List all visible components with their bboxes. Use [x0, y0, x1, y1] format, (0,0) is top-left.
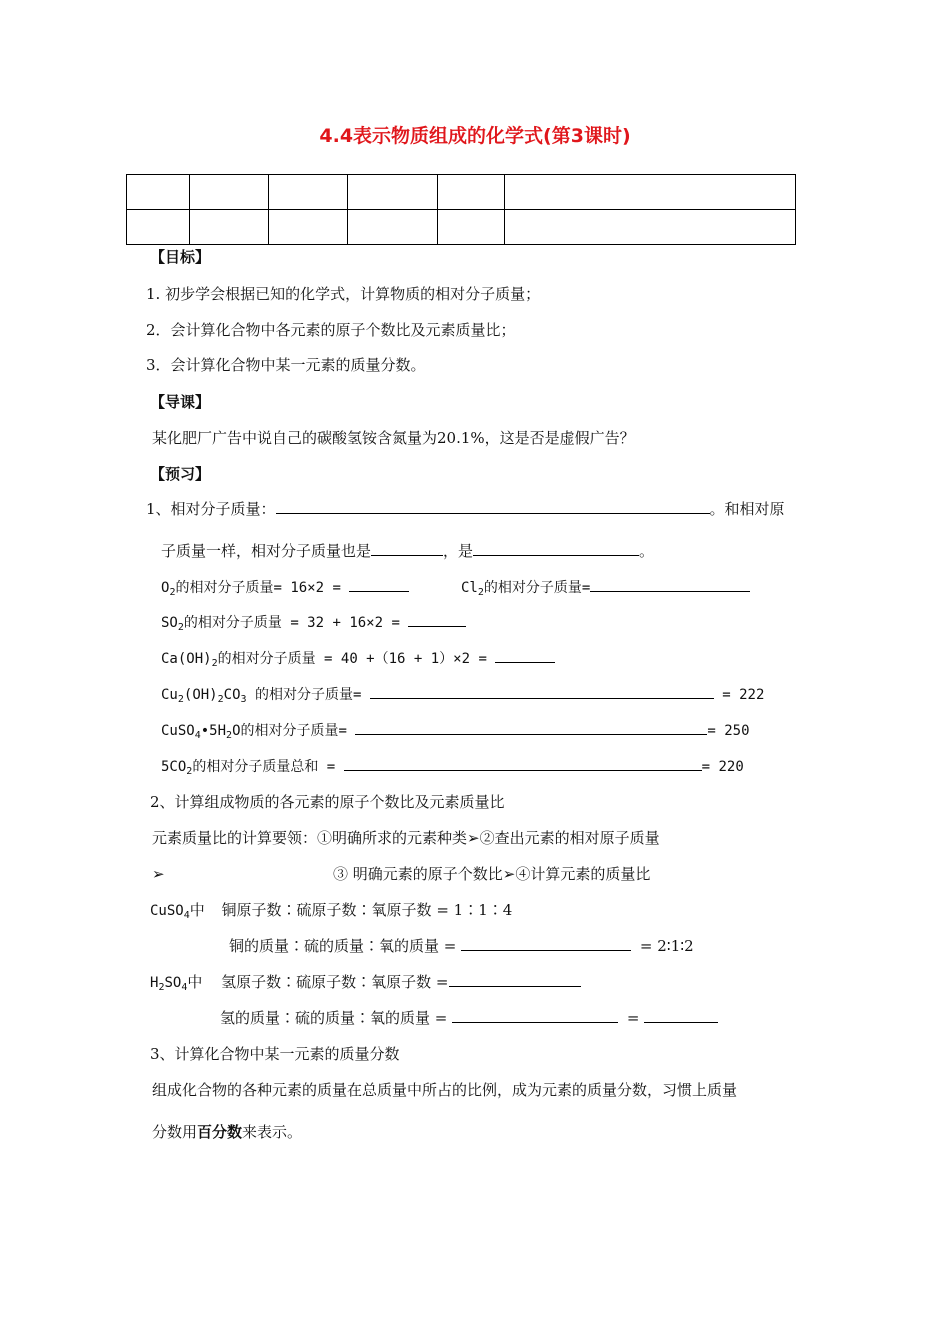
cl2-line: [461, 577, 750, 598]
h2so4-label-suffix: 中: [187, 973, 203, 991]
caoh-blank[interactable]: [495, 648, 555, 663]
h2so4-mass-blank-2[interactable]: [644, 1008, 718, 1023]
goals-heading: 【目标】: [150, 248, 211, 266]
table-cell: [505, 210, 796, 245]
cuso4-label-suffix: 中: [189, 901, 205, 919]
q1-line2: [161, 541, 654, 561]
q3-text-2a: 分数用: [152, 1123, 198, 1141]
q1-line: [146, 499, 785, 519]
h2so4-mass: 氢的质量∶硫的质量∶氧的质量 =: [220, 1009, 448, 1027]
table-cell: [505, 175, 796, 210]
q3-text-2: [152, 1122, 302, 1142]
goal-item-2: 2．会计算化合物中各元素的原子个数比及元素质量比；: [146, 321, 516, 339]
preview-heading: 【预习】: [150, 465, 211, 483]
q1-line2-text-c: 。: [639, 542, 655, 560]
table-cell: [438, 210, 505, 245]
cuso4-atoms: 铜原子数∶硫原子数∶氧原子数 = 1∶1∶4: [221, 901, 513, 919]
q3-text-bold: 百分数: [197, 1123, 243, 1141]
h2so4-label-b: SO: [164, 975, 182, 991]
table-cell: [127, 210, 190, 245]
cu2-sub-2: 2: [217, 694, 224, 705]
cu2-blank[interactable]: [370, 684, 714, 699]
q1-blank-3[interactable]: [473, 541, 639, 556]
cu2-formula-c: CO: [223, 687, 241, 703]
q1-line2-text-b: ，是: [443, 542, 474, 560]
cuso4-mass: 铜的质量∶硫的质量∶氧的质量 =: [229, 937, 457, 955]
cl2-text: 的相对分子质量=: [483, 580, 591, 596]
co2-result: = 220: [701, 759, 744, 775]
table-cell: [438, 175, 505, 210]
h2so4-label-sub-2: 4: [181, 982, 188, 993]
cuso4-atoms-line: [150, 900, 512, 921]
cuso4-formula-b: •5H: [200, 723, 227, 739]
o2-line: [161, 577, 409, 598]
intro-heading: 【导课】: [150, 393, 211, 411]
cl2-blank[interactable]: [590, 577, 750, 592]
h2so4-label-a: H: [150, 975, 159, 991]
so2-line: [161, 612, 466, 633]
co2-formula: 5CO: [161, 759, 187, 775]
so2-blank[interactable]: [408, 612, 466, 627]
cuso4-result: = 250: [707, 723, 750, 739]
q1-blank-2[interactable]: [371, 541, 443, 556]
so2-sub: 2: [177, 622, 184, 633]
cuso4-text: O的相对分子质量=: [232, 723, 347, 739]
caoh-line: [161, 648, 555, 669]
o2-sub: 2: [169, 587, 176, 598]
q3-label: 3、计算化合物中某一元素的质量分数: [150, 1045, 400, 1063]
page-title: 4.4表示物质组成的化学式(第3课时): [319, 125, 631, 147]
cu2-result: = 222: [722, 687, 765, 703]
so2-text: 的相对分子质量 = 32 + 16×2 =: [183, 615, 400, 631]
cu2-sub-3: 3: [240, 694, 247, 705]
cuso4-sub-2: 2: [226, 730, 233, 741]
cuso4-sub-1: 4: [194, 730, 201, 741]
table-cell: [269, 210, 348, 245]
table-cell: [348, 210, 438, 245]
table-cell: [348, 175, 438, 210]
goal-item-3: 3．会计算化合物中某一元素的质量分数。: [146, 356, 426, 374]
caoh-sub: 2: [211, 658, 218, 669]
table-cell: [127, 175, 190, 210]
cl2-sub: 2: [477, 587, 484, 598]
table-cell: [190, 210, 269, 245]
q3-text: 组成化合物的各种元素的质量在总质量中所占的比例，成为元素的质量分数，习惯上质量: [152, 1081, 738, 1099]
caoh-text: 的相对分子质量 = 40 +（16 + 1）×2 =: [217, 651, 487, 667]
table-cell: [190, 175, 269, 210]
intro-text: 某化肥厂广告中说自己的碳酸氢铵含氮量为20.1%，这是否是虚假广告？: [152, 429, 635, 447]
table-row: [127, 175, 796, 210]
h2so4-label-sub-1: 2: [158, 982, 165, 993]
cu2-line: [161, 684, 764, 705]
cu2-formula-b: (OH): [183, 687, 218, 703]
cuso4-formula-a: CuSO: [161, 723, 195, 739]
cuso4-mass-result: = 2∶1∶2: [639, 937, 694, 955]
q3-text-2b: 来表示。: [242, 1123, 303, 1141]
q1-line2-text-a: 子质量一样，相对分子质量也是: [161, 542, 372, 560]
q1-tail: 。和相对原: [709, 500, 785, 518]
co2-line: [161, 756, 744, 777]
co2-sub: 2: [186, 766, 193, 777]
q2-label: 2、计算组成物质的各元素的原子个数比及元素质量比: [150, 793, 505, 811]
o2-blank[interactable]: [349, 577, 409, 592]
goal-item-1: 1. 初步学会根据已知的化学式，计算物质的相对分子质量；: [146, 285, 541, 303]
h2so4-mass-line: [220, 1008, 718, 1028]
h2so4-atoms-line: [150, 972, 581, 993]
cu2-formula-a: Cu: [161, 687, 178, 703]
so2-formula: SO: [161, 615, 178, 631]
cuso4-label-sub: 4: [183, 910, 190, 921]
q2-method: 元素质量比的计算要领：①明确所求的元素种类➢②查出元素的相对原子质量: [152, 829, 660, 847]
table-row: [127, 210, 796, 245]
cuso4-mass-line: [229, 936, 694, 956]
cuso4-label: CuSO: [150, 903, 184, 919]
cl2-formula: Cl: [461, 580, 478, 596]
q1-label: 1、相对分子质量：: [146, 500, 276, 518]
caoh-formula: Ca(OH): [161, 651, 212, 667]
header-table: [126, 174, 796, 245]
table-cell: [269, 175, 348, 210]
h2so4-mass-eq: =: [626, 1009, 640, 1027]
cu2-text: 的相对分子质量=: [246, 687, 362, 703]
q1-blank[interactable]: [276, 499, 710, 514]
o2-formula: O: [161, 580, 170, 596]
h2so4-mass-blank-1[interactable]: [452, 1008, 618, 1023]
cu2-sub-1: 2: [177, 694, 184, 705]
o2-text: 的相对分子质量= 16×2 =: [175, 580, 341, 596]
q2-method-2: ③ 明确元素的原子个数比➢④计算元素的质量比: [333, 865, 651, 883]
h2so4-atoms-blank[interactable]: [449, 972, 581, 987]
cuso4-blank[interactable]: [355, 720, 707, 735]
co2-text: 的相对分子质量总和 =: [192, 759, 336, 775]
cuso4-line: [161, 720, 750, 741]
q2-method-arrow: ➢: [152, 865, 165, 883]
co2-blank[interactable]: [344, 756, 702, 771]
h2so4-atoms: 氢原子数∶硫原子数∶氧原子数 =: [221, 973, 449, 991]
cuso4-mass-blank[interactable]: [461, 936, 631, 951]
